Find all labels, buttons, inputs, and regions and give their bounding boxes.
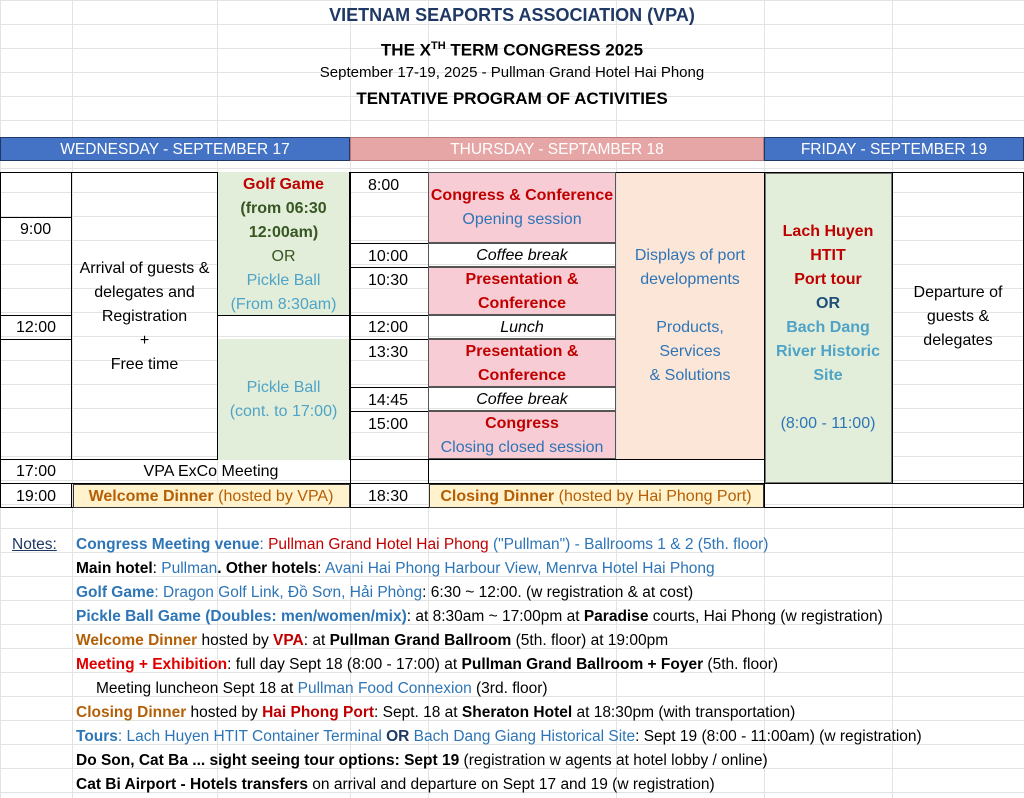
pickle-ball-cont (217, 376, 350, 424)
spacer (616, 292, 764, 316)
displays-line: Services (659, 343, 721, 360)
association-title: VIETNAM SEAPORTS ASSOCIATION (VPA) (329, 5, 695, 25)
time-label: 19:00 (16, 488, 57, 505)
arrival-line: + (139, 332, 150, 349)
note-part: : (152, 560, 162, 577)
note-part: Pullman Grand Ballroom + Foyer (461, 656, 704, 673)
session-title: Presentation & (465, 343, 579, 360)
lunch: Lunch (500, 319, 544, 336)
grid-line (350, 339, 428, 340)
note-part: Congress Meeting venue (76, 536, 260, 553)
time-label: 18:30 (368, 488, 409, 505)
displays-line: & Solutions (649, 367, 731, 384)
note-part: Golf Game (76, 584, 155, 601)
arrival-line: Arrival of guests & (79, 260, 210, 277)
tour-line: River Historic (775, 343, 881, 360)
golf-title: Golf Game (243, 176, 324, 193)
session-subtitle: Closing closed session (440, 439, 604, 456)
note-part: : at (303, 632, 330, 649)
note-part: Pickle Ball Game (Doubles: men/women/mix) (76, 608, 407, 625)
pickle-ball-title: Pickle Ball (246, 272, 321, 289)
note-part: hosted by (186, 704, 263, 721)
congress-dates-venue: September 17-19, 2025 - Pullman Grand Hotel Hai Phong (319, 64, 705, 81)
note-part: Tours (76, 728, 118, 745)
note-tours (76, 725, 922, 749)
note-part: Meeting luncheon Sept 18 at (96, 680, 298, 697)
congress-closing (428, 412, 616, 460)
tour-line: Port tour (794, 271, 862, 288)
grid-line (350, 267, 428, 268)
pickle-ball-title: Pickle Ball (246, 379, 321, 396)
displays-line: developments (640, 271, 740, 288)
session-title: Conference (477, 295, 567, 312)
note-sightseeing (76, 749, 768, 773)
note-part: Pullman Grand Hotel Hai Phong (268, 536, 489, 553)
note-part: : Lach Huyen HTIT Container Terminal (117, 728, 387, 745)
note-airport (76, 773, 715, 797)
time-label: 8:00 (368, 177, 400, 194)
grid-line (350, 315, 428, 316)
note-closing (76, 701, 795, 725)
note-part: Pullman Food Connexion (297, 680, 472, 697)
time-label: 10:00 (368, 248, 409, 265)
day-header-wednesday: WEDNESDAY - SEPTEMBER 17 (0, 137, 350, 161)
note-part: : Sept. 18 at (374, 704, 462, 721)
note-part: : 6:30 ~ 12:00. (w registration & at cost) (422, 584, 694, 601)
note-part: : Sept 19 (8:00 - 11:00am) (w registration) (635, 728, 922, 745)
pickle-ball-time: (From 8:30am) (230, 296, 337, 313)
grid-line (350, 411, 428, 412)
golf-time: (from 06:30 (240, 200, 327, 217)
note-part: courts, Hai Phong (w registration) (648, 608, 883, 625)
note-part: Paradise (583, 608, 649, 625)
coffee-break: Coffee break (476, 247, 568, 264)
note-golf (76, 581, 693, 605)
note-part: Pullman Grand Ballroom (329, 632, 512, 649)
displays-line: Displays of port (634, 247, 746, 264)
note-part: Do Son, Cat Ba ... sight seeing tour options: Sept 19 (76, 752, 460, 769)
note-part: : (317, 560, 325, 577)
session-title: Congress (485, 415, 559, 432)
session-subtitle: Opening session (462, 211, 582, 228)
arrival-line: Registration (101, 308, 188, 325)
note-part: Avani Hai Phong Harbour View, Menrva Hotel Hai Phong (324, 560, 715, 577)
arrival-line: Free time (110, 356, 179, 373)
arrival-line: delegates and (94, 284, 195, 301)
closing-dinner-host: (hosted by Hai Phong Port) (558, 488, 752, 505)
departure-line: delegates (923, 332, 993, 349)
wed-time-column (0, 172, 72, 460)
grid-line (350, 243, 428, 244)
note-part: (3rd. floor) (471, 680, 548, 697)
congress-title-sup: TH (430, 40, 446, 52)
session-title: Conference (477, 367, 567, 384)
displays-line: Products, (656, 319, 724, 336)
presentation-conference (428, 340, 616, 388)
time-label: 14:45 (368, 392, 409, 409)
note-part: on arrival and departure on Sept 17 and 19 (w registration) (307, 776, 715, 793)
note-part: Pullman (161, 560, 218, 577)
displays-text (616, 244, 764, 388)
tour-time: (8:00 - 11:00) (780, 415, 876, 432)
note-meeting (76, 653, 778, 677)
welcome-dinner-host: (hosted by VPA) (218, 488, 334, 505)
grid-line (350, 172, 351, 508)
note-part: (5th. floor) at 19:00pm (511, 632, 669, 649)
departure-line: guests & (926, 308, 990, 325)
golf-or: OR (271, 248, 296, 265)
welcome-dinner (72, 486, 350, 508)
golf-game-text (217, 173, 350, 317)
note-part: VPA (273, 632, 304, 649)
departure-line: Departure of (913, 284, 1003, 301)
time-label: 17:00 (16, 463, 57, 480)
note-part: Cat Bi Airport - Hotels transfers (76, 776, 308, 793)
notes-label: Notes: (12, 536, 57, 553)
note-part: . Other hotels (217, 560, 318, 577)
note-part: Hai Phong Port (262, 704, 375, 721)
time-label: 12:00 (368, 319, 409, 336)
note-part: Welcome Dinner (76, 632, 198, 649)
spacer (764, 388, 892, 412)
time-label: 13:30 (368, 344, 409, 361)
day-header-friday: FRIDAY - SEPTEMBER 19 (764, 137, 1024, 161)
congress-title-suffix: TERM CONGRESS 2025 (445, 40, 644, 60)
congress-title-prefix: THE X (380, 40, 431, 60)
note-part: Sheraton Hotel (461, 704, 573, 721)
wed-line (0, 339, 72, 340)
note-part: (registration w agents at hotel lobby / online) (459, 752, 768, 769)
tour-line: Bach Dang (786, 319, 870, 336)
presentation-conference (428, 268, 616, 316)
time-label: 15:00 (368, 416, 409, 433)
wed-line (0, 315, 72, 316)
wed-line (0, 217, 72, 218)
note-part: at 18:30pm (with transportation) (572, 704, 796, 721)
note-venue (76, 533, 768, 557)
note-part: : Dragon Golf Link, Đồ Sơn, Hải Phòng (154, 584, 423, 601)
note-hotel (76, 557, 715, 581)
note-luncheon (96, 677, 548, 701)
note-part: Bach Dang Giang Historical Site (409, 728, 636, 745)
welcome-dinner-title: Welcome Dinner (88, 488, 214, 505)
tour-line: Site (813, 367, 843, 384)
closing-dinner-title: Closing Dinner (440, 488, 555, 505)
departure-text (892, 281, 1024, 353)
empty-cell (217, 315, 350, 340)
note-part: Closing Dinner (76, 704, 187, 721)
tour-line: Lach Huyen (782, 223, 874, 240)
note-pickle (76, 605, 883, 629)
session-title: Congress & Conference (430, 187, 614, 204)
note-part: : at 8:30am ~ 17:00pm at (406, 608, 584, 625)
tour-or: OR (816, 295, 840, 312)
note-part: (5th. floor) (703, 656, 779, 673)
day-header-thursday: THURSDAY - SEPTAMBER 18 (350, 137, 764, 161)
program-title: TENTATIVE PROGRAM OF ACTIVITIES (356, 89, 668, 108)
golf-time: 12:00am) (248, 224, 319, 241)
time-label: 12:00 (16, 319, 57, 336)
note-part: : (259, 536, 269, 553)
note-part: hosted by (197, 632, 273, 649)
closing-dinner (428, 486, 764, 508)
port-tour-text (764, 220, 892, 436)
note-part: : full day Sept 18 (8:00 - 17:00) at (227, 656, 462, 673)
time-label: 9:00 (20, 221, 52, 238)
congress-opening (428, 184, 616, 232)
note-part: Main hotel (76, 560, 153, 577)
coffee-break: Coffee break (476, 391, 568, 408)
note-part: Meeting + Exhibition (76, 656, 228, 673)
note-part: ("Pullman") - Ballrooms 1 & 2 (5th. floor) (488, 536, 769, 553)
session-title: Presentation & (465, 271, 579, 288)
time-label: 10:30 (368, 272, 409, 289)
grid-line (350, 387, 428, 388)
note-welcome (76, 629, 668, 653)
note-part: OR (386, 728, 410, 745)
arrival-registration (72, 257, 217, 377)
exco-meeting: VPA ExCo Meeting (143, 463, 279, 480)
tour-line: HTIT (810, 247, 846, 264)
pickle-ball-time: (cont. to 17:00) (229, 403, 338, 420)
congress-title (0, 35, 1024, 62)
